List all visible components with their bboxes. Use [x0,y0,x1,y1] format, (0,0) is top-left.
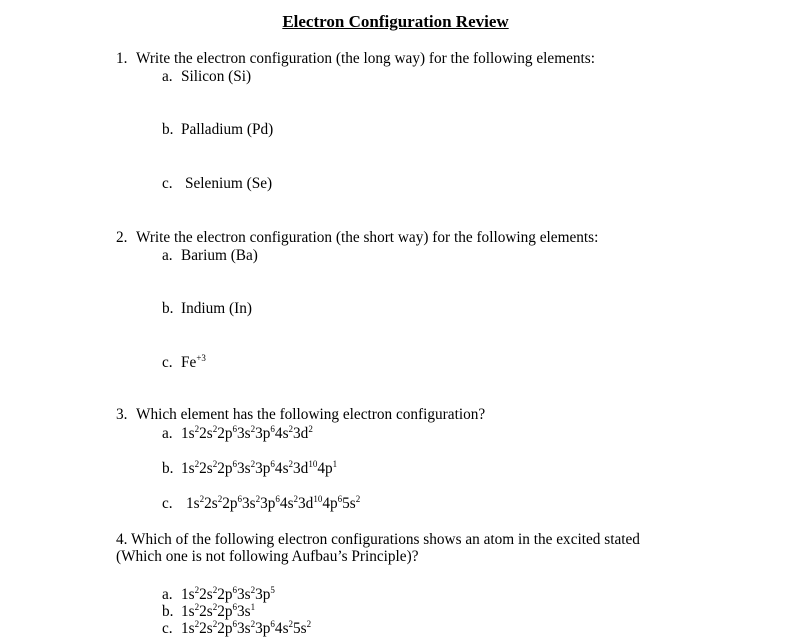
orbital: 3d [293,425,309,442]
q2-item-c [162,353,206,372]
item-letter: c. [162,620,173,637]
electron-count: 2 [212,424,218,434]
orbital: 1s [181,620,195,637]
orbital: 3p [255,460,271,477]
electron-count: 2 [194,619,200,629]
electron-configuration [181,603,255,620]
item-letter: c. [162,354,173,371]
question-4-line-2: (Which one is not following Aufbau’s Principle)? [116,548,419,565]
electron-count: 6 [232,585,238,595]
electron-count: 6 [270,424,275,434]
electron-count: 2 [255,494,261,504]
orbital: 4s [279,495,294,512]
orbital: 2s [204,495,218,512]
electron-configuration [181,460,337,477]
orbital: 2p [217,460,233,477]
orbital: 2p [217,586,233,603]
orbital: 3d [293,460,309,477]
electron-configuration [181,586,275,603]
question-3 [116,405,485,424]
electron-count: 2 [199,494,205,504]
electron-count: 6 [275,494,280,504]
q3-item-a [162,424,313,443]
orbital: 3p [255,425,271,442]
orbital: 2s [199,586,213,603]
orbital: 2p [217,620,233,637]
question-text: Which element has the following electron configuration? [136,406,486,423]
orbital: 4p [322,495,338,512]
electron-count: 6 [337,494,343,504]
orbital: 3s [237,620,251,637]
orbital: 4p [317,460,333,477]
electron-count: 2 [250,424,256,434]
item-text: Silicon (Si) [181,68,252,85]
electron-count: 2 [288,459,294,469]
electron-count: 6 [270,619,275,629]
electron-count: 2 [217,494,223,504]
orbital: 3s [237,460,251,477]
electron-count: 2 [293,494,299,504]
q4-item-c [162,619,311,638]
orbital: 1s [181,603,195,620]
q2-item-a [162,246,258,265]
orbital: 1s [181,425,195,442]
question-text: Write the electron configuration (the short way) for the following elements: [136,229,599,246]
item-letter: b. [162,603,174,620]
electron-count: 2 [194,585,200,595]
orbital: 5s [342,495,356,512]
orbital: 4s [274,425,289,442]
question-number: 3. [116,406,128,423]
electron-count: 2 [194,424,200,434]
page-title: Electron Configuration Review [282,12,509,31]
q1-item-a [162,67,251,86]
orbital: 2s [199,620,213,637]
electron-count: 2 [288,424,294,434]
electron-count: 2 [308,424,313,434]
item-text: Selenium (Se) [185,175,273,192]
electron-count: 2 [212,602,218,612]
electron-count: 2 [250,585,256,595]
orbital: 2s [199,603,213,620]
electron-count: 2 [250,459,256,469]
question-number: 2. [116,229,128,246]
item-letter: a. [162,68,173,85]
orbital: 2s [199,425,213,442]
electron-configuration [181,620,311,637]
electron-count: 2 [355,494,361,504]
q3-item-b [162,459,337,478]
electron-count: 1 [250,602,256,612]
electron-count: 6 [232,619,238,629]
electron-count: 6 [237,494,243,504]
orbital: 5s [293,620,307,637]
electron-count: 6 [270,459,275,469]
electron-count: 1 [332,459,338,469]
item-letter: c. [162,495,173,512]
electron-count: 2 [212,459,218,469]
orbital: 3d [298,495,314,512]
question-2 [116,228,598,247]
orbital: 2p [217,603,233,620]
question-text: Write the electron configuration (the long way) for the following elements: [136,50,595,67]
question-4-line-1: 4. Which of the following electron configurations shows an atom in the excited stated [116,531,640,548]
electron-count: 6 [232,459,238,469]
orbital: 1s [186,495,200,512]
item-letter: b. [162,121,174,138]
electron-count: 10 [308,459,318,469]
item-text: Palladium (Pd) [181,121,274,138]
item-letter: a. [162,586,173,603]
electron-count: 5 [270,585,275,595]
electron-count: 2 [194,459,200,469]
orbital: 3p [255,586,271,603]
electron-count: 2 [288,619,294,629]
question-1 [116,49,595,68]
item-text: Barium (Ba) [181,247,258,264]
orbital: 3s [237,425,251,442]
electron-count: 10 [313,494,323,504]
orbital: 1s [181,460,195,477]
electron-configuration [181,425,313,442]
item-text: Indium (In) [181,300,252,317]
item-letter: b. [162,460,174,477]
orbital: 2p [222,495,238,512]
item-letter: c. [162,175,173,192]
electron-count: 2 [250,619,256,629]
ion-charge: +3 [196,353,206,363]
item-letter: a. [162,425,173,442]
question-number: 1. [116,50,128,67]
item-letter: b. [162,300,174,317]
orbital: 3s [237,586,251,603]
q2-item-b [162,299,252,318]
q3-item-c [162,494,360,513]
orbital: 3p [255,620,271,637]
electron-count: 2 [306,619,312,629]
orbital: 2p [217,425,233,442]
electron-configuration [186,495,360,512]
orbital: 2s [199,460,213,477]
electron-count: 2 [212,585,218,595]
q1-item-c [162,174,272,193]
orbital: 4s [274,460,289,477]
electron-count: 2 [212,619,218,629]
ion-symbol: Fe [181,354,197,371]
q1-item-b [162,120,273,139]
electron-count: 6 [232,424,238,434]
orbital: 4s [274,620,289,637]
electron-count: 6 [232,602,238,612]
orbital: 3s [237,603,251,620]
orbital: 3p [260,495,276,512]
electron-count: 2 [194,602,200,612]
orbital: 1s [181,586,195,603]
orbital: 3s [242,495,256,512]
item-letter: a. [162,247,173,264]
